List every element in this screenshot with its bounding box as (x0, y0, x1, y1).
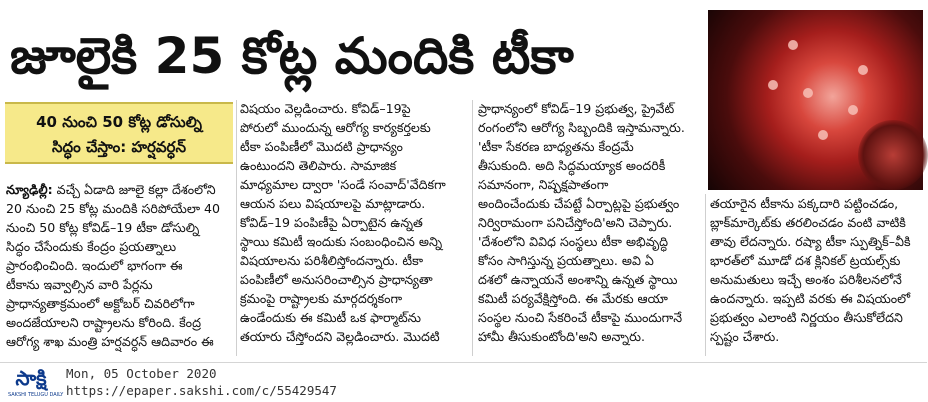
article-line: ప్రభుత్వం ఎలాంటి నిర్ణయం తీసుకోలేదని (710, 310, 903, 325)
column-divider (705, 194, 706, 356)
pull-quote-line: 40 నుంచి 50 కోట్ల డోసుల్ని (36, 113, 202, 131)
article-line: స్పష్టం చేశారు. (710, 329, 780, 344)
article-line: విషయాలను పరిశీలిస్తోందన్నారు. టీకా (240, 253, 424, 268)
virus-particle (858, 120, 928, 190)
article-line: కోవిడ్–19 పంపిణీపై ఏర్పాటైన ఉన్నత (240, 215, 423, 230)
logo-subtext: SAKSHI TELUGU DAILY (8, 392, 64, 398)
article-line: ప్రాధాన్యతాక్రమంలో అక్టోబర్ చివరిలోగా (6, 296, 195, 311)
article-column-3 (478, 99, 700, 346)
article-line: పోరులో ముందున్న ఆరోగ్య కార్యకర్తలకు (240, 120, 431, 135)
article-line: దశలో ఉన్నాయనే అంశాన్ని ఉన్నత స్థాయి (478, 272, 678, 287)
logo-wordmark: సాక్షి (15, 366, 47, 390)
edition-date: Mon, 05 October 2020 (66, 366, 217, 381)
article-line: హామీ తీసుకుంటోంది'అని అన్నారు. (478, 329, 645, 344)
article-line: సమానంగా, నిష్పక్షపాతంగా (478, 177, 609, 192)
article-line: తావు లేదన్నారు. రష్యా టీకా స్పుత్నిక్–వీకి (710, 234, 911, 249)
article-line: టీకా పంపిణీలో మొదటి ప్రాధాన్యం (240, 139, 403, 154)
article-line: ప్రారంభించింది. ఇందులో భాగంగా ఈ (6, 258, 183, 273)
article-line: 20 నుంచి 25 కోట్ల మందికి సరిపోయేలా 40 (6, 201, 221, 216)
virus-spike (818, 130, 828, 140)
article-line: 'దేశంలోని వివిధ సంస్థలు టీకా అభివృద్ధి (478, 234, 669, 249)
epaper-link[interactable]: https://epaper.sakshi.com/c/55429547 (66, 383, 337, 398)
article-line: సంస్థల నుంచి సేకరించే టీకాపై ముందుగానే (478, 310, 683, 325)
article-line: ఆరోగ్య శాఖ మంత్రి హర్షవర్ధన్ ఆదివారం ఈ (6, 334, 214, 349)
article-line: ప్రాధాన్యంలో కోవిడ్–19 ప్రభుత్వ, ప్రైవేట్ (478, 101, 675, 116)
article-line: క్రమంపై రాష్ట్రాలకు మార్గదర్శకంగా (240, 291, 403, 306)
article-line: కోసం సాగిస్తున్న ప్రయత్నాలు. అవి ఏ (478, 253, 654, 268)
article-line: తయారైన టీకాను పక్కదారి పట్టించడం, (710, 196, 899, 211)
virus-spike (848, 105, 858, 115)
article-line: విషయం వెల్లడించారు. కోవిడ్–19పై (240, 101, 411, 116)
article-line: కమిటీ పర్యవేక్షిస్తోంది. ఈ మేరకు ఆయా (478, 291, 668, 306)
article-column-4 (710, 194, 923, 346)
virus-spike (768, 80, 778, 90)
article-line: అందించేందుకు చేపట్టే ఏర్పాట్లపై ప్రభుత్వం (478, 196, 680, 211)
article-line: రంగంలోని ఆరోగ్య సిబ్బందికి ఇస్తామన్నారు. (478, 120, 685, 135)
article-line: పంపిణీలో అనుసరించాల్సిన ప్రాధాన్యతా (240, 272, 433, 287)
article-line: స్థాయి కమిటీ ఇందుకు సంబంధించిన అన్ని (240, 234, 443, 249)
sakshi-logo[interactable] (8, 366, 64, 400)
article-line: భారత్‌లో మూడో దశ క్లినికల్ ట్రయల్స్‌కు (710, 253, 901, 268)
column-divider (236, 100, 237, 356)
article-line: ఉంటుందని తెలిపారు. సామాజిక (240, 158, 397, 173)
headline: జూలైకి 25 కోట్ల మందికి టీకా (10, 27, 574, 85)
article-line: తయారు చేస్తోందని వెల్లడించారు. మొదటి (240, 329, 440, 344)
virus-spike (803, 88, 813, 98)
footer-bar (0, 362, 927, 402)
article-line: అనుమతులు ఇచ్చే అంశం పరిశీలనలోనే (710, 272, 902, 287)
article-line: 'టీకా సేకరణ బాధ్యతను కేంద్రమే (478, 139, 634, 154)
article-line: ఆయన పలు విషయాలపై మాట్లాడారు. (240, 196, 426, 211)
article-column-2 (240, 99, 466, 346)
dateline: న్యూఢిల్లీ: (6, 182, 53, 197)
article-line: మాధ్యమాల ద్వారా 'సండే సంవాద్'వేదికగా (240, 177, 446, 192)
virus-spike (858, 65, 868, 75)
article-line: టీకాను ఇవ్వాల్సిన వారి పేర్లను (6, 277, 153, 292)
article-line: నుంచి 50 కోట్ల కోవిడ్–19 టీకా డోసుల్ని (6, 220, 200, 235)
article-column-1 (6, 180, 233, 351)
article-line: బ్లాక్‌మార్కెట్‌కు తరలించడం వంటి వాటికి (710, 215, 906, 230)
article-line: న్యూఢిల్లీ: వచ్చే ఏడాది జూలై కల్లా దేశంలోని (6, 182, 216, 197)
article-line: తీసుకుంది. అది సిద్ధమయ్యాక అందరికీ (478, 158, 666, 173)
coronavirus-photo (708, 10, 923, 190)
article-line: అందజేయాలని రాష్ట్రాలను కోరింది. కేంద్ర (6, 315, 201, 330)
virus-spike (788, 40, 798, 50)
pull-quote-line: సిద్ధం చేస్తాం: హర్షవర్ధన్ (52, 138, 186, 156)
article-line: సిద్ధం చేసేందుకు కేంద్రం ప్రయత్నాలు (6, 239, 177, 254)
article-line: నిర్విరామంగా పనిచేస్తోంది'అని చెప్పారు. (478, 215, 673, 230)
article-line: ఉండేందుకు ఈ కమిటీ ఒక ఫార్మాట్‌ను (240, 310, 421, 325)
pull-quote (5, 102, 233, 164)
column-divider (472, 100, 473, 356)
article-line: ఉందన్నారు. ఇప్పటి వరకు ఈ విషయంలో (710, 291, 911, 306)
